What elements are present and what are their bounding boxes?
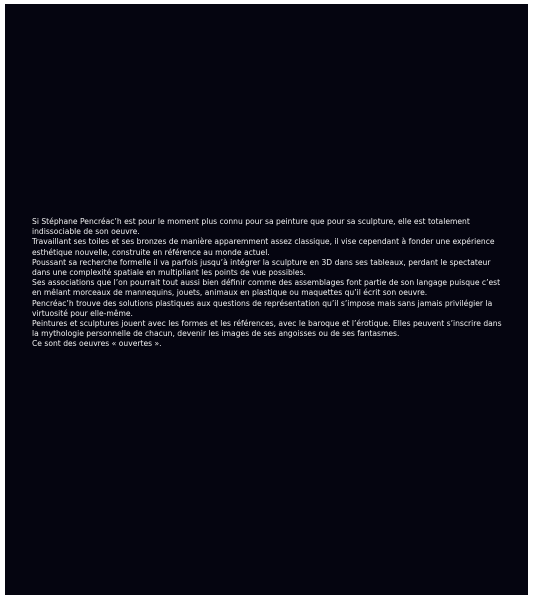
- paragraph-7: Ce sont des oeuvres « ouvertes ».: [32, 339, 162, 349]
- paragraph-5: Pencréac’h trouve des solutions plastiques aux questions de représentation qu’il s’impose mais sans jamais privilégier la virtuosité pour elle-même.: [32, 298, 493, 318]
- text-block: [32, 217, 506, 350]
- dark-panel: [5, 4, 528, 595]
- paragraph-2: Travaillant ses toiles et ses bronzes de manière apparemment assez classique, il vise cependant à fonder une expérience esthétique nouvelle, construite en référence au monde actuel.: [32, 237, 495, 257]
- paragraph-4: Ses associations que l’on pourrait tout aussi bien définir comme des assemblages font partie de son langage puisque c’est en mêlant morceaux de mannequins, jouets, animaux en plastique ou maquettes qu’il écrit son oeuvre.: [32, 278, 501, 298]
- paragraph-1: Si Stéphane Pencréac’h est pour le moment plus connu pour sa peinture que pour sa sculpture, elle est totalement indissociable de son oeuvre.: [32, 217, 470, 237]
- paragraph-3: Poussant sa recherche formelle il va parfois jusqu’à intégrer la sculpture en 3D dans ses tableaux, perdant le spectateur dans une complexité spatiale en multipliant les points de vue possibles.: [32, 257, 491, 278]
- paragraph-6: Peintures et sculptures jouent avec les formes et les références, avec le baroque et l’érotique. Elles peuvent s’inscrire dans la mythologie personnelle de chacun, devenir les images de ses angoisses ou de ses fantasmes.: [32, 319, 502, 339]
